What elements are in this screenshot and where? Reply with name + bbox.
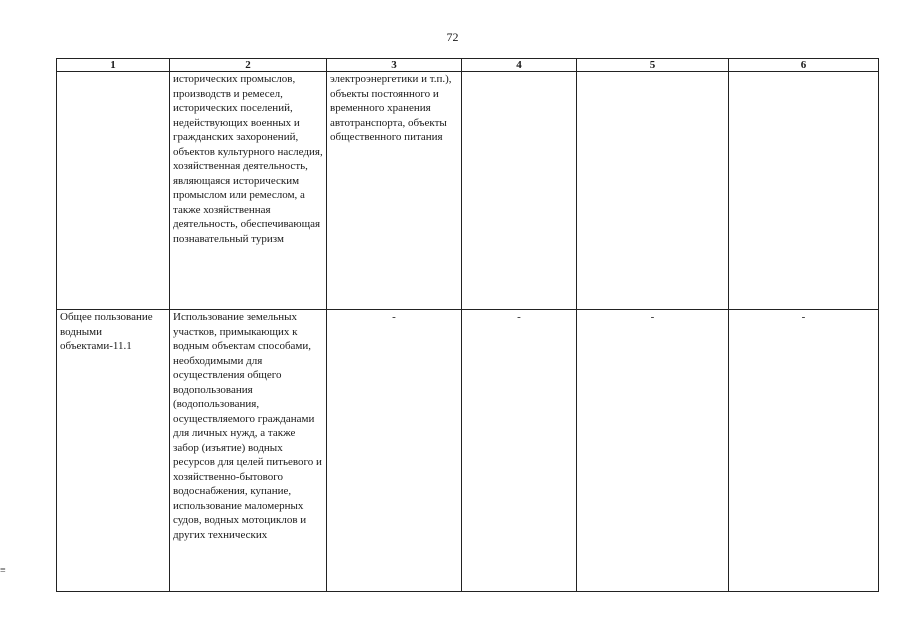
table-cell: - bbox=[327, 310, 462, 592]
column-header-5: 5 bbox=[577, 59, 729, 72]
table-cell: - bbox=[462, 310, 577, 592]
page-number: 72 bbox=[446, 30, 459, 44]
table-cell: - bbox=[577, 310, 729, 592]
table-cell bbox=[57, 72, 170, 310]
column-header-4: 4 bbox=[462, 59, 577, 72]
document-table bbox=[56, 58, 879, 592]
margin-mark: ≡ bbox=[0, 565, 6, 576]
table-cell bbox=[577, 72, 729, 310]
table-cell: электроэнергетики и т.п.), объекты постоянного и временного хранения автотранспорта, объекты общественного питания bbox=[327, 72, 462, 310]
table-cell bbox=[729, 72, 879, 310]
table-cell: исторических промыслов, производств и ремесел, исторических поселений, недействующих военных и гражданских захоронений, объектов культурного наследия, хозяйственная деятельность, являющаяся историческим промыслом или ремеслом, а также хозяйственная деятельность, обеспечивающая познавательный туризм bbox=[170, 72, 327, 310]
table-cell: Общее пользование водными объектами-11.1 bbox=[57, 310, 170, 592]
table-row bbox=[57, 72, 879, 310]
table-cell: - bbox=[729, 310, 879, 592]
table-row bbox=[57, 310, 879, 592]
table-header-row bbox=[57, 59, 879, 72]
table-cell: Использование земельных участков, примыкающих к водным объектам способами, необходимыми для осуществления общего водопользования (водопользования, осуществляемого гражданами для личных нужд, а также забор (изъятие) водных ресурсов для целей питьевого и хозяйственно-бытового водоснабжения, купание, использование маломерных судов, водных мотоциклов и других технических bbox=[170, 310, 327, 592]
table-cell bbox=[462, 72, 577, 310]
column-header-1: 1 bbox=[57, 59, 170, 72]
column-header-6: 6 bbox=[729, 59, 879, 72]
column-header-2: 2 bbox=[170, 59, 327, 72]
column-header-3: 3 bbox=[327, 59, 462, 72]
